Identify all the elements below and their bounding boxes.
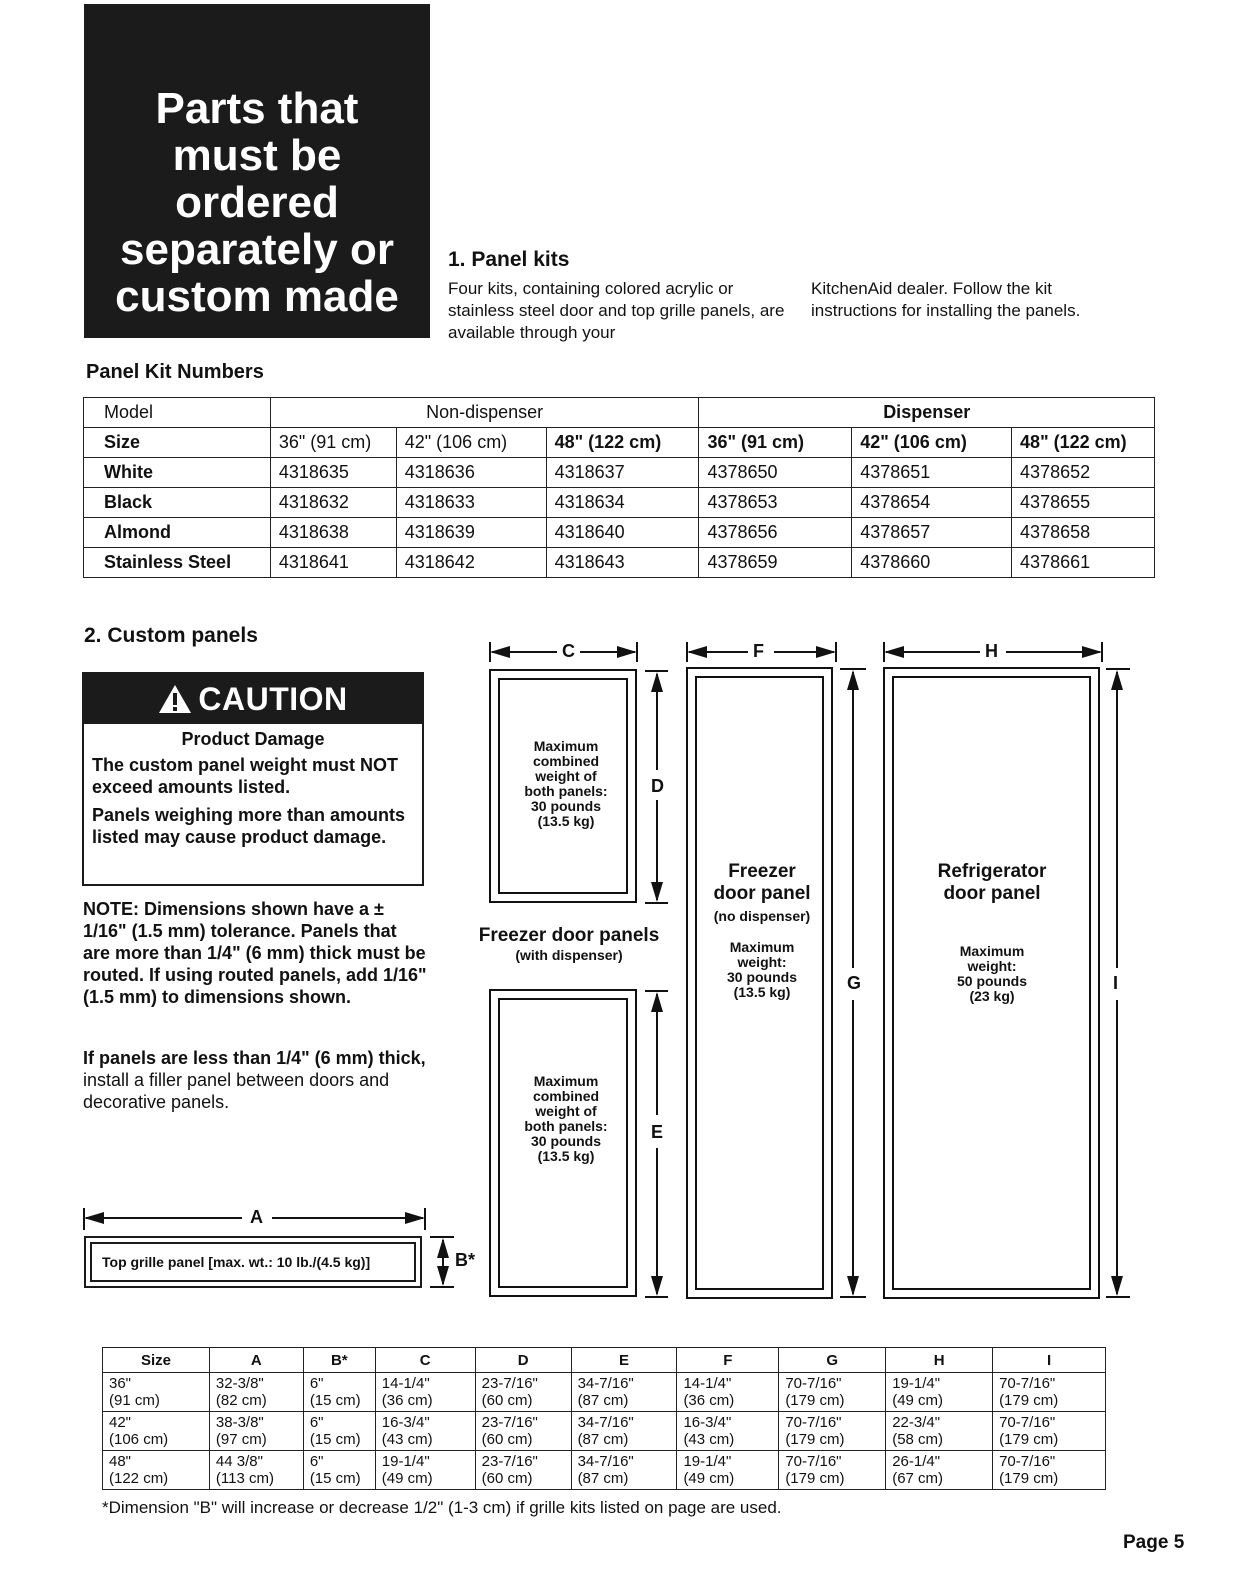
cell-inch: 70-7/16" [999, 1414, 1056, 1431]
cell-inch: 23-7/16" [481, 1414, 538, 1431]
tolerance-note: NOTE: Dimensions shown have a ± 1/16" (1.5 mm) tolerance. Panels that are more than 1/4" (6 mm) thick must be routed. If using routed panels, add 1/16" (1.5 mm) to dimensions shown. [83, 899, 427, 1007]
page-number: Page 5 [1123, 1532, 1185, 1553]
kit-number-cell: 4318635 [270, 458, 396, 488]
column-header: A [209, 1348, 303, 1373]
freezer-caption-title: Freezer door panels [478, 925, 660, 946]
column-header: E [571, 1348, 677, 1373]
freezer-upper-weight [503, 739, 629, 829]
table-cell [303, 1373, 375, 1412]
group-nondispenser: Non-dispenser [270, 398, 699, 428]
cell-cm: (49 cm) [892, 1392, 944, 1409]
cell-cm: (91 cm) [109, 1392, 160, 1409]
freezer-nodispenser-label [698, 861, 826, 927]
weight-line: both panels: [524, 1118, 608, 1134]
weight-line: weight: [737, 954, 787, 970]
cell-cm: (179 cm) [999, 1470, 1059, 1487]
cell-cm: (82 cm) [215, 1392, 267, 1409]
cell-cm: (87 cm) [577, 1392, 629, 1409]
panel-title-line: door panel [943, 883, 1041, 904]
column-header: H [886, 1348, 993, 1373]
caution-body [84, 724, 422, 858]
cell-cm: (15 cm) [309, 1470, 361, 1487]
table-cell [993, 1412, 1106, 1451]
column-header: F [677, 1348, 779, 1373]
title-line: separately or [120, 225, 394, 274]
table-cell [209, 1412, 303, 1451]
table-row [84, 458, 1155, 488]
panel-kits-intro-right: KitchenAid dealer. Follow the kit instructions for installing the panels. [811, 279, 1081, 320]
cell-cm: (87 cm) [577, 1470, 629, 1487]
cell-cm: (43 cm) [381, 1431, 433, 1448]
cell-inch: 16-3/4" [683, 1414, 732, 1431]
group-dispenser: Dispenser [699, 398, 1155, 428]
panel-kits-heading: 1. Panel kits [448, 248, 570, 271]
dimension-footnote: *Dimension "B" will increase or decrease 1/2" (1-3 cm) if grille kits listed on page are used. [102, 1498, 782, 1517]
table-cell [571, 1451, 677, 1490]
dim-f-label: F [753, 641, 764, 661]
panel-subtitle: (no dispenser) [713, 908, 811, 924]
panel-title-line: Refrigerator [937, 861, 1047, 882]
caution-label: CAUTION [198, 680, 348, 717]
weight-line: 50 pounds [956, 973, 1027, 989]
weight-line: (23 kg) [969, 988, 1015, 1004]
top-grille-panel [84, 1236, 422, 1288]
caution-box [82, 672, 424, 886]
cell-inch: 36" [109, 1375, 132, 1392]
weight-line: (13.5 kg) [537, 813, 595, 829]
kit-number-cell: 4318639 [396, 518, 546, 548]
custom-panels-heading: 2. Custom panels [84, 624, 258, 647]
weight-line: weight of [535, 1103, 597, 1119]
cell-cm: (36 cm) [683, 1392, 735, 1409]
freezer-lower-weight [503, 1074, 629, 1164]
table-row [103, 1373, 1106, 1412]
cell-cm: (60 cm) [481, 1392, 533, 1409]
kit-number-cell: 4378657 [852, 518, 1012, 548]
weight-line: Maximum [959, 943, 1025, 959]
dimensions-table [102, 1347, 1106, 1490]
kit-number-cell: 4318637 [546, 458, 699, 488]
kit-number-cell: 4318642 [396, 548, 546, 578]
freezer-caption [466, 925, 672, 963]
weight-line: weight: [967, 958, 1017, 974]
table-cell [677, 1373, 779, 1412]
table-cell [103, 1373, 210, 1412]
table-cell [779, 1412, 886, 1451]
color-cell: Almond [84, 518, 271, 548]
panel-kits-intro-left: Four kits, containing colored acrylic or stainless steel door and top grille panels, are available through your [448, 279, 785, 342]
cell-cm: (49 cm) [381, 1470, 433, 1487]
weight-line: combined [532, 753, 600, 769]
weight-line: weight of [535, 768, 597, 784]
cell-cm: (15 cm) [309, 1392, 361, 1409]
cell-cm: (179 cm) [785, 1470, 845, 1487]
kit-number-cell: 4318641 [270, 548, 396, 578]
refrigerator-label [895, 861, 1089, 905]
top-grille-label: Top grille panel [max. wt.: 10 lb./(4.5 kg)] [90, 1242, 416, 1282]
cell-cm: (36 cm) [381, 1392, 433, 1409]
kit-number-cell: 4378654 [852, 488, 1012, 518]
kit-number-cell: 4378660 [852, 548, 1012, 578]
kit-number-cell: 4318638 [270, 518, 396, 548]
title-line: Parts that [155, 84, 359, 133]
caution-title: Product Damage [181, 729, 325, 749]
kit-number-cell: 4378659 [699, 548, 852, 578]
table-cell [475, 1373, 571, 1412]
refrigerator-weight [895, 944, 1089, 1004]
cell-inch: 19-1/4" [892, 1375, 941, 1392]
column-header: C [375, 1348, 475, 1373]
caution-text: The custom panel weight must NOT exceed amounts listed. [92, 755, 399, 797]
cell-inch: 6" [309, 1414, 324, 1431]
title-line: must be [172, 131, 342, 180]
freezer-caption-sub: (with dispenser) [515, 947, 623, 963]
weight-line: (13.5 kg) [733, 984, 791, 1000]
column-header: G [779, 1348, 886, 1373]
weight-line: 30 pounds [726, 969, 797, 985]
dim-a-label: A [250, 1207, 263, 1227]
color-cell: Stainless Steel [84, 548, 271, 578]
cell-cm: (67 cm) [892, 1470, 944, 1487]
kit-number-cell: 4318636 [396, 458, 546, 488]
cell-inch: 32-3/8" [215, 1375, 264, 1392]
column-header: Size [103, 1348, 210, 1373]
table-cell [209, 1373, 303, 1412]
table-cell [303, 1451, 375, 1490]
kit-number-cell: 4318640 [546, 518, 699, 548]
page-title [115, 85, 399, 320]
panel-title-line: door panel [713, 883, 811, 904]
cell-inch: 19-1/4" [381, 1453, 430, 1470]
title-line: custom made [115, 272, 399, 321]
size-cell: 36" (91 cm) [270, 428, 396, 458]
cell-inch: 44 3/8" [215, 1453, 263, 1470]
cell-inch: 70-7/16" [999, 1375, 1056, 1392]
table-row [84, 518, 1155, 548]
size-cell: 48" (122 cm) [1012, 428, 1155, 458]
cell-inch: 34-7/16" [577, 1375, 634, 1392]
kit-number-cell: 4378652 [1012, 458, 1155, 488]
table-cell [375, 1451, 475, 1490]
dim-g-label: G [847, 973, 862, 993]
size-cell: 42" (106 cm) [396, 428, 546, 458]
weight-line: 30 pounds [530, 1133, 601, 1149]
cell-inch: 70-7/16" [785, 1414, 842, 1431]
warning-triangle-icon [158, 684, 192, 714]
color-cell: Black [84, 488, 271, 518]
table-row [84, 428, 1155, 458]
dim-c-label: C [562, 641, 575, 661]
table-cell [571, 1412, 677, 1451]
cell-cm: (87 cm) [577, 1431, 629, 1448]
cell-cm: (179 cm) [999, 1431, 1059, 1448]
weight-line: both panels: [524, 783, 608, 799]
title-line: ordered [175, 178, 339, 227]
cell-inch: 6" [309, 1453, 324, 1470]
filler-note [83, 1047, 428, 1113]
cell-cm: (113 cm) [215, 1470, 274, 1487]
table-cell [375, 1373, 475, 1412]
cell-cm: (58 cm) [892, 1431, 944, 1448]
cell-inch: 23-7/16" [481, 1453, 538, 1470]
kit-number-cell: 4378655 [1012, 488, 1155, 518]
kit-number-cell: 4378661 [1012, 548, 1155, 578]
dim-b-label: B* [455, 1250, 476, 1270]
filler-note-bold: If panels are less than 1/4" (6 mm) thick, [83, 1048, 426, 1068]
cell-inch: 6" [309, 1375, 324, 1392]
kit-number-cell: 4318643 [546, 548, 699, 578]
table-cell [375, 1412, 475, 1451]
filler-note-rest: install a filler panel between doors and decorative panels. [83, 1070, 390, 1112]
cell-cm: (43 cm) [683, 1431, 735, 1448]
table-cell [993, 1451, 1106, 1490]
table-cell [303, 1412, 375, 1451]
column-header: I [993, 1348, 1106, 1373]
cell-inch: 38-3/8" [215, 1414, 264, 1431]
weight-line: Maximum [533, 738, 599, 754]
cell-inch: 19-1/4" [683, 1453, 732, 1470]
table-cell [677, 1451, 779, 1490]
cell-cm: (122 cm) [109, 1470, 169, 1487]
cell-cm: (60 cm) [481, 1470, 533, 1487]
cell-inch: 34-7/16" [577, 1414, 634, 1431]
size-cell: 48" (122 cm) [546, 428, 699, 458]
kit-number-cell: 4318634 [546, 488, 699, 518]
table-cell [779, 1451, 886, 1490]
cell-inch: 14-1/4" [683, 1375, 732, 1392]
dim-e-label: E [651, 1122, 664, 1142]
cell-inch: 22-3/4" [892, 1414, 941, 1431]
cell-inch: 26-1/4" [892, 1453, 941, 1470]
weight-line: combined [532, 1088, 600, 1104]
table-row [84, 488, 1155, 518]
table-cell [677, 1412, 779, 1451]
cell-cm: (179 cm) [785, 1392, 845, 1409]
table-cell [779, 1373, 886, 1412]
kit-number-cell: 4378656 [699, 518, 852, 548]
kit-numbers-heading: Panel Kit Numbers [86, 361, 264, 383]
weight-line: (13.5 kg) [537, 1148, 595, 1164]
cell-inch: 34-7/16" [577, 1453, 634, 1470]
table-cell [571, 1373, 677, 1412]
table-cell [103, 1451, 210, 1490]
cell-cm: (106 cm) [109, 1431, 169, 1448]
color-cell: White [84, 458, 271, 488]
weight-line: Maximum [729, 939, 795, 955]
table-cell [475, 1412, 571, 1451]
table-row [103, 1412, 1106, 1451]
weight-line: Maximum [533, 1073, 599, 1089]
cell-cm: (15 cm) [309, 1431, 361, 1448]
caution-text: Panels weighing more than amounts listed may cause product damage. [92, 805, 406, 847]
cell-cm: (179 cm) [785, 1431, 845, 1448]
column-header: D [475, 1348, 571, 1373]
table-cell [886, 1451, 993, 1490]
dim-d-label: D [651, 776, 664, 796]
size-label: Size [84, 428, 271, 458]
table-row [103, 1451, 1106, 1490]
table-cell [993, 1373, 1106, 1412]
cell-cm: (179 cm) [999, 1392, 1059, 1409]
cell-inch: 70-7/16" [785, 1375, 842, 1392]
kit-number-cell: 4318632 [270, 488, 396, 518]
kit-number-cell: 4378658 [1012, 518, 1155, 548]
table-header-row [103, 1348, 1106, 1373]
cell-inch: 48" [109, 1453, 132, 1470]
table-cell [886, 1373, 993, 1412]
cell-inch: 70-7/16" [785, 1453, 842, 1470]
table-cell [475, 1451, 571, 1490]
kit-number-cell: 4378650 [699, 458, 852, 488]
dim-i-label: I [1113, 973, 1119, 993]
weight-line: 30 pounds [530, 798, 601, 814]
table-row [84, 548, 1155, 578]
model-label: Model [84, 398, 271, 428]
cell-inch: 14-1/4" [381, 1375, 430, 1392]
cell-inch: 16-3/4" [381, 1414, 430, 1431]
column-header: B* [303, 1348, 375, 1373]
cell-inch: 42" [109, 1414, 132, 1431]
title-block [84, 4, 430, 338]
kit-numbers-table [83, 397, 1155, 578]
freezer-nodispenser-weight [698, 940, 826, 1000]
kit-number-cell: 4378651 [852, 458, 1012, 488]
cell-cm: (49 cm) [683, 1470, 735, 1487]
dim-h-label: H [985, 641, 998, 661]
table-row [84, 398, 1155, 428]
panel-title-line: Freezer [728, 861, 796, 882]
size-cell: 36" (91 cm) [699, 428, 852, 458]
table-cell [103, 1412, 210, 1451]
table-cell [886, 1412, 993, 1451]
cell-cm: (60 cm) [481, 1431, 533, 1448]
kit-number-cell: 4318633 [396, 488, 546, 518]
cell-cm: (97 cm) [215, 1431, 267, 1448]
size-cell: 42" (106 cm) [852, 428, 1012, 458]
cell-inch: 70-7/16" [999, 1453, 1056, 1470]
table-cell [209, 1451, 303, 1490]
cell-inch: 23-7/16" [481, 1375, 538, 1392]
kit-number-cell: 4378653 [699, 488, 852, 518]
caution-bar [84, 674, 422, 724]
